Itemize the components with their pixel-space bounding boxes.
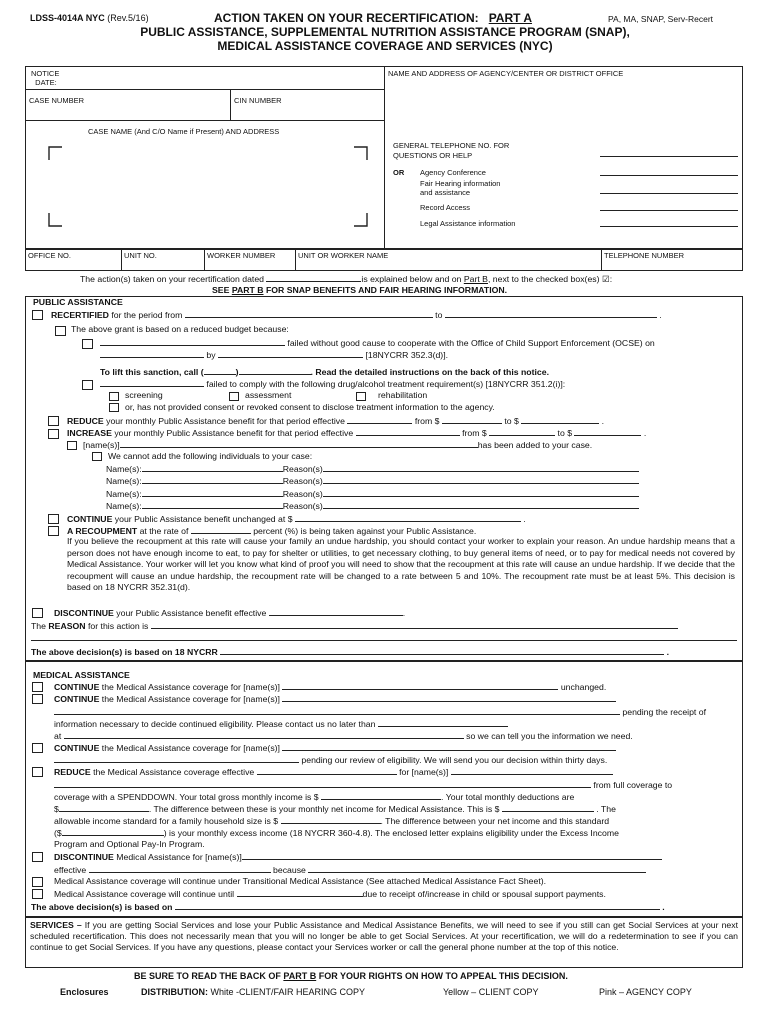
- ma-continue-pending-line: CONTINUE the Medical Assistance coverage for [name(s)]: [54, 693, 616, 705]
- footer-distribution: DISTRIBUTION: White -CLIENT/FAIR HEARING COPY: [141, 987, 366, 997]
- rehabilitation-label: rehabilitation: [378, 390, 428, 400]
- see-part-b-line: SEE PART B FOR SNAP BENEFITS AND FAIR HEARING INFORMATION.: [212, 285, 508, 295]
- ma-discontinue-checkbox[interactable]: [32, 852, 43, 862]
- ma-transitional-line: Medical Assistance coverage will continue under Transitional Medical Assistance (See attached Medical Assistance Fact Sheet).: [54, 876, 547, 886]
- pa-recoupment-line: A RECOUPMENT at the rate of percent (%) is being taken against your Public Assistance.: [67, 526, 477, 536]
- pa-recoupment-paragraph: If you believe the recoupment at this rate will cause your family an undue hardship, you should contact your worker to explain your reason. An undue hardship means that a person does not have enough income to eat, to pay for shelter or utilities, to get necessary clothing, to buy general items of need, or to pay for medical needs not covered by Medical Assistance. Your worker will let you know what kind of proof you will need to show that the recoupment at this rate will cause an undue hardship. If we decide that the recoupment will cause an undue hardship, the recoupment rate will be changed to a rate between 5 and 10%. The recoupment rate must be at least 5%. This decision is based on 18 NYCRR 352.31(d).: [67, 536, 735, 592]
- form-subtitle-2: MEDICAL ASSISTANCE COVERAGE AND SERVICES (NYC): [217, 39, 553, 53]
- agency-conference-label: Agency Conference: [420, 168, 486, 177]
- ma-continue-review-checkbox[interactable]: [32, 743, 43, 753]
- pa-heading: PUBLIC ASSISTANCE: [33, 297, 123, 307]
- intro-line: The action(s) taken on your recertification dated is explained below and on Part B, next to the checked box(es) ☑:: [80, 274, 613, 284]
- ma-info-needed-line: information necessary to decide continued eligibility. Please contact us no later than: [54, 718, 508, 730]
- ma-continue-unchanged-line: CONTINUE the Medical Assistance coverage for [name(s)] unchanged.: [54, 682, 607, 692]
- ma-full-coverage-line: from full coverage to: [54, 779, 672, 791]
- footer-enclosures: Enclosures: [60, 987, 109, 997]
- telephone-number-label: TELEPHONE NUMBER: [604, 251, 685, 260]
- footer-pink-copy: Pink – AGENCY COPY: [599, 987, 692, 997]
- name-reason-row: Name(s): Reason(s): [106, 463, 639, 475]
- pa-reduced-budget-checkbox[interactable]: [55, 326, 66, 336]
- consent-checkbox[interactable]: [109, 403, 119, 412]
- worker-number-label: WORKER NUMBER: [207, 251, 276, 260]
- ma-transitional-checkbox[interactable]: [32, 877, 43, 887]
- pa-ocse-checkbox[interactable]: [82, 339, 93, 349]
- pa-recertified-checkbox[interactable]: [32, 310, 43, 320]
- form-id: LDSS-4014A NYC (Rev.5/16): [30, 13, 149, 23]
- case-number-label: CASE NUMBER: [29, 96, 85, 105]
- pa-names-added-checkbox[interactable]: [67, 441, 77, 450]
- notice-date-label: NOTICE DATE:: [31, 69, 60, 87]
- rehabilitation-checkbox[interactable]: [356, 392, 366, 401]
- address-window-marks: [48, 146, 368, 228]
- pa-names-added-line: [name(s)] has been added to your case.: [83, 440, 593, 450]
- or-label: OR: [393, 168, 405, 177]
- pa-discontinue-checkbox[interactable]: [32, 608, 43, 618]
- ma-effective-line: effective because: [54, 864, 646, 876]
- footer-read-line: BE SURE TO READ THE BACK OF PART B FOR YOUR RIGHTS ON HOW TO APPEAL THIS DECISION.: [134, 971, 568, 981]
- ma-difference-line: $ . The difference between these is your monthly net income for Medical Assistance. This is $ . The: [54, 804, 616, 814]
- pa-continue-line: CONTINUE your Public Assistance benefit unchanged at $ .: [67, 514, 526, 524]
- assessment-label: assessment: [245, 390, 292, 400]
- pa-ocse-line-2: by [18NYCRR 352.3(d)].: [100, 349, 448, 361]
- pa-ocse-line-1: failed without good cause to cooperate with the Office of Child Support Enforcement (OCSE) on: [100, 337, 655, 349]
- services-paragraph: SERVICES – If you are getting Social Services and lose your Public Assistance and Medical Assistance Benefits, we will need to see if you still can get Social Services at your next scheduled recertification. This does not necessarily mean that you will no longer be able to get Social Services. At your recertification, we will do a redetermination to see if you can continue to get Social Services. If you have any questions, please contact your Services worker or call the general phone number at the top of this notice.: [30, 920, 738, 953]
- ma-reduce-checkbox[interactable]: [32, 767, 43, 777]
- screening-checkbox[interactable]: [109, 392, 119, 401]
- ma-spenddown-line: coverage with a SPENDDOWN. Your total gross monthly income is $ . Your total monthly deductions are: [54, 792, 575, 802]
- name-reason-row: Name(s): Reason(s): [106, 475, 639, 487]
- ma-continue-review-line: CONTINUE the Medical Assistance coverage for [name(s)]: [54, 742, 616, 754]
- ma-support-checkbox[interactable]: [32, 889, 43, 899]
- ma-reduce-line: REDUCE the Medical Assistance coverage effective for [name(s)]: [54, 766, 613, 778]
- fair-hearing-label: Fair Hearing information and assistance: [420, 179, 501, 197]
- pa-increase-line: INCREASE your monthly Public Assistance benefit for that period effective from $ to $ .: [67, 428, 647, 438]
- ma-allowable-line: allowable income standard for a family household size is $ . The difference between your net income and this standard: [54, 816, 610, 826]
- pa-reduce-checkbox[interactable]: [48, 416, 59, 426]
- form-title: ACTION TAKEN ON YOUR RECERTIFICATION: PART A: [214, 11, 533, 25]
- pa-recertified-line: RECERTIFIED for the period from to .: [51, 310, 662, 320]
- unit-no-label: UNIT NO.: [124, 251, 157, 260]
- ma-payin-line: Program and Optional Pay-In Program.: [54, 839, 205, 849]
- legal-assistance-label: Legal Assistance information: [420, 219, 516, 228]
- checked-box-icon: ☑: [601, 274, 610, 284]
- pa-treatment-checkbox[interactable]: [82, 380, 93, 390]
- pa-cannot-add-checkbox[interactable]: [92, 452, 102, 461]
- case-name-label: CASE NAME (And C/O Name if Present) AND ADDRESS: [88, 127, 280, 136]
- ma-discontinue-line: DISCONTINUE Medical Assistance for [name(s)]: [54, 851, 662, 863]
- ma-at-line: at so we can tell you the information we need.: [54, 731, 633, 741]
- ma-based-on-line: The above decision(s) is based on .: [31, 902, 665, 912]
- pa-cannot-add-text: We cannot add the following individuals to your case:: [108, 451, 313, 461]
- ma-heading: MEDICAL ASSISTANCE: [33, 670, 130, 680]
- pa-increase-checkbox[interactable]: [48, 429, 59, 439]
- pa-reduced-budget-text: The above grant is based on a reduced budget because:: [71, 324, 289, 334]
- screening-label: screening: [125, 390, 163, 400]
- name-reason-row: Name(s): Reason(s): [106, 488, 639, 500]
- program-codes: PA, MA, SNAP, Serv-Recert: [608, 14, 714, 24]
- ma-continue-pending-checkbox[interactable]: [32, 694, 43, 704]
- pa-lift-sanction-line: To lift this sanction, call ( ) . Read the detailed instructions on the back of this notice.: [100, 367, 549, 377]
- pa-treatment-line: failed to comply with the following drug/alcohol treatment requirement(s) [18NYCRR 351.2(i)]:: [100, 378, 565, 390]
- office-no-label: OFFICE NO.: [28, 251, 71, 260]
- pa-based-on-line: The above decision(s) is based on 18 NYCRR .: [31, 647, 670, 657]
- ma-excess-line: ($ ) is your monthly excess income (18 NYCRR 360-4.8). The enclosed letter explains eligibility under the Excess Income: [54, 828, 619, 838]
- consent-label: or, has not provided consent or revoked consent to disclose treatment information to the agency.: [125, 402, 495, 412]
- assessment-checkbox[interactable]: [229, 392, 239, 401]
- ma-pending-receipt-line: pending the receipt of: [54, 706, 706, 718]
- cin-number-label: CIN NUMBER: [234, 96, 282, 105]
- general-telephone-label: GENERAL TELEPHONE NO. FOR QUESTIONS OR HELP: [393, 141, 510, 160]
- unit-worker-name-label: UNIT OR WORKER NAME: [298, 251, 389, 260]
- name-reason-row: Name(s): Reason(s): [106, 500, 639, 512]
- pa-reduce-line: REDUCE your monthly Public Assistance benefit for that period effective from $ to $ .: [67, 416, 605, 426]
- pa-recoupment-checkbox[interactable]: [48, 526, 59, 536]
- pa-discontinue-line: DISCONTINUE your Public Assistance benefit effective .: [54, 608, 406, 618]
- footer-yellow-copy: Yellow – CLIENT COPY: [443, 987, 539, 997]
- ma-pending-review-line: pending our review of eligibility. We will send you our decision within thirty days.: [54, 754, 607, 766]
- agency-address-label: NAME AND ADDRESS OF AGENCY/CENTER OR DISTRICT OFFICE: [388, 69, 624, 78]
- record-access-label: Record Access: [420, 203, 471, 212]
- ma-continue-unchanged-checkbox[interactable]: [32, 682, 43, 692]
- ma-support-line: Medical Assistance coverage will continue until due to receipt of/increase in child or spousal support payments.: [54, 889, 606, 899]
- pa-continue-checkbox[interactable]: [48, 514, 59, 524]
- form-subtitle-1: PUBLIC ASSISTANCE, SUPPLEMENTAL NUTRITION ASSISTANCE PROGRAM (SNAP),: [140, 25, 630, 39]
- pa-reason-line: The REASON for this action is: [31, 620, 678, 632]
